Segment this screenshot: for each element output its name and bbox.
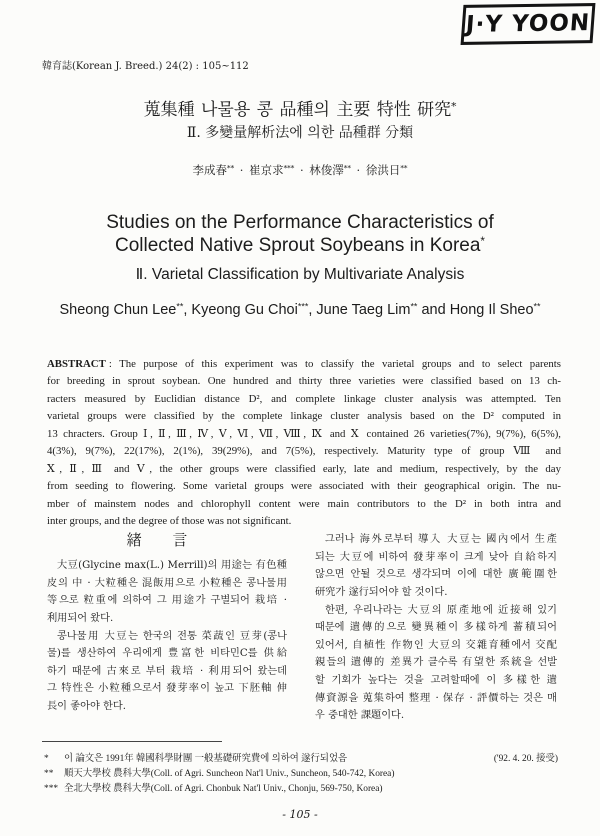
- affiliation-mark: ***: [297, 301, 309, 312]
- body-column-right: [315, 531, 557, 725]
- korean-authors: [0, 161, 600, 179]
- page-number: - 105 -: [282, 808, 318, 821]
- body-line: 물)를 생산하여 우리에게 豊富한 비타민C를 供給: [47, 648, 287, 660]
- author-name: Kyeong Gu Choi: [191, 302, 298, 318]
- abstract-line-text: : The purpose of this experiment was to classify the varietal groups and to select parents: [108, 358, 561, 370]
- footnote: [44, 782, 558, 797]
- korean-subtitle: Ⅱ. 多變量解析法에 의한 品種群 分類: [186, 125, 414, 141]
- body-line: 親들의 遺傳的 差異가 클수록 有望한 系統을 선발: [315, 657, 557, 669]
- english-title-line-2-text: Collected Native Sprout Soybeans in Korea: [114, 235, 481, 256]
- body-line: 콩나물用 大豆는 한국의 전통 菜蔬인 豆芽(콩나: [57, 630, 287, 642]
- abstract: [47, 356, 561, 530]
- body-line: 때문에 遺傳的으로 變異種이 多樣하게 蓄積되어: [315, 622, 557, 634]
- footnote: [44, 767, 558, 782]
- abstract-line: racters measured by Euclidian distance D², and complete linkage cluster analysis was attempted. Ten: [47, 392, 561, 405]
- body-line: 皮의 中 · 大粒種은 混飯用으로 小粒種은 콩나물用: [47, 577, 287, 589]
- body-line: 우 중대한 課題이다.: [315, 710, 405, 722]
- footnote-marker: *: [44, 754, 49, 764]
- author-separator: ·: [299, 163, 304, 177]
- affiliation-mark: **: [343, 163, 351, 173]
- abstract-line: [47, 356, 561, 373]
- affiliation-mark: **: [400, 163, 408, 173]
- footnote: [44, 752, 558, 767]
- author-name: 林俊澤: [309, 163, 344, 177]
- author-stamp: J·Y YOON: [461, 3, 596, 45]
- footnote-marker: ***: [44, 784, 59, 795]
- affiliation-mark: ***: [283, 163, 295, 173]
- english-authors: [0, 300, 600, 320]
- body-line: 長이 좋아야 한다.: [47, 701, 126, 713]
- body-line: 한편, 우리나라는 大豆의 原產地에 近接해 있기: [325, 604, 557, 616]
- footnote-mark: *: [451, 100, 457, 113]
- english-subtitle: Ⅱ. Varietal Classification by Multivariate Analysis: [135, 266, 465, 283]
- abstract-label: ABSTRACT: [47, 358, 106, 370]
- abstract-line: Ⅹ, Ⅱ, Ⅲ and Ⅴ, the other groups were classified early, late and medium, respectively, by the day: [47, 462, 561, 475]
- body-line: 그 特性은 小粒種으로서 發芽率이 높고 下胚軸 伸: [47, 683, 287, 695]
- author-separator: ·: [239, 163, 244, 177]
- abstract-line: 4(3%), 9(7%), 22(17%), 2(1%), 39(29%), and 7(5%), respectively. Maturity type of group Ⅷ and: [47, 445, 561, 458]
- author-name: Hong Il Sheo: [449, 302, 534, 318]
- footnote-marker: **: [44, 769, 54, 780]
- english-title-line-1: Studies on the Performance Characteristics of: [106, 212, 494, 233]
- author-separator: ,: [183, 302, 188, 318]
- korean-title-text: 蒐集種 나물용 콩 品種의 主要 特性 研究: [143, 100, 452, 120]
- footnote-text: 이 論文은 1991年 韓國科學財團 一般基礎研究費에 의하여 遂行되었음: [64, 754, 348, 764]
- body-column-left: [47, 557, 287, 716]
- korean-title: [0, 99, 600, 121]
- body-line: 研究가 遂行되어야 할 것이다.: [315, 586, 448, 598]
- english-title-line-2: [0, 234, 600, 257]
- section-heading-introduction: 緖 言: [126, 531, 188, 549]
- body-line: 그러나 海外로부터 導入 大豆는 國內에서 生產: [325, 534, 557, 545]
- affiliation-mark: **: [176, 301, 184, 312]
- body-line: 있어서, 自植性 作物인 大豆의 交雜育種에서 交配: [315, 639, 557, 651]
- author-name: 徐洪日: [365, 163, 401, 177]
- affiliation-mark: **: [410, 301, 418, 312]
- author-name: June Taeg Lim: [316, 302, 411, 318]
- abstract-line: mber of mainstem nodes and chlorophyll content were main contributors to the D² in both intra and: [47, 497, 561, 510]
- body-line: 하기 때문에 古來로 부터 栽培 · 利用되어 왔는데: [47, 665, 287, 677]
- english-title: [0, 211, 600, 257]
- abstract-line: varietal groups were classified by the complete linkage cluster analysis based on the D² computed in: [47, 410, 561, 423]
- footnote-text: 全北大學校 農科大學(Coll. of Agri. Chonbuk Nat'l Univ., Chonju, 569-750, Korea): [64, 784, 383, 795]
- author-name: 崔京求: [249, 163, 284, 177]
- footnote-rule: [42, 741, 222, 742]
- footnotes: [44, 752, 558, 798]
- abstract-line: from seeding to flowering. Some varietal groups were associated with their geographical origin. The nu-: [47, 480, 561, 493]
- body-line: 利用되어 왔다.: [47, 612, 114, 624]
- author-conjunction: and: [421, 302, 446, 318]
- author-name: Sheong Chun Lee: [59, 302, 177, 318]
- body-line: 等으로 粒重에 의하여 그 用途가 구별되어 栽培 ·: [47, 595, 287, 607]
- abstract-line: inter groups, and the degree of those was not significant.: [47, 514, 292, 527]
- author-name: 李成春: [192, 163, 228, 177]
- journal-citation: 韓育誌(Korean J. Breed.) 24(2) : 105~112: [42, 61, 249, 72]
- body-line: 할 기회가 높다는 것을 고려할때에 이 多樣한 遺: [315, 675, 557, 687]
- abstract-line: for breeding in sprout soybean. One hundred and thirty three varieties were classified based on 13 ch-: [47, 375, 561, 388]
- body-line: 않으면 안될 것으로 생각되며 이에 대한 廣範圍한: [315, 569, 557, 581]
- body-line: 傳資源을 蒐集하여 整理 · 保存 · 評價하는 것은 매: [315, 692, 557, 704]
- author-separator: ,: [308, 302, 313, 318]
- body-line: 大豆(Glycine max(L.) Merrill)의 用途는 有色種: [57, 560, 287, 571]
- body-line: 되는 大豆에 비하여 發芽率이 크게 낮아 自給하지: [315, 551, 557, 563]
- affiliation-mark: **: [533, 301, 541, 312]
- affiliation-mark: **: [227, 163, 235, 173]
- footnote-mark: *: [480, 235, 486, 249]
- footnote-text: 順天大學校 農科大學(Coll. of Agri. Suncheon Nat'l Univ., Suncheon, 540-742, Korea): [64, 769, 395, 780]
- received-date: ('92. 4. 20. 接受): [493, 754, 558, 764]
- abstract-line: 13 chracters. Group Ⅰ, Ⅱ, Ⅲ, Ⅳ, Ⅴ, Ⅵ, Ⅶ, Ⅷ, Ⅸ and Ⅹ contained 26 varieties(7%), 9(7%), 6(5%),: [47, 427, 561, 440]
- author-separator: ·: [356, 163, 361, 177]
